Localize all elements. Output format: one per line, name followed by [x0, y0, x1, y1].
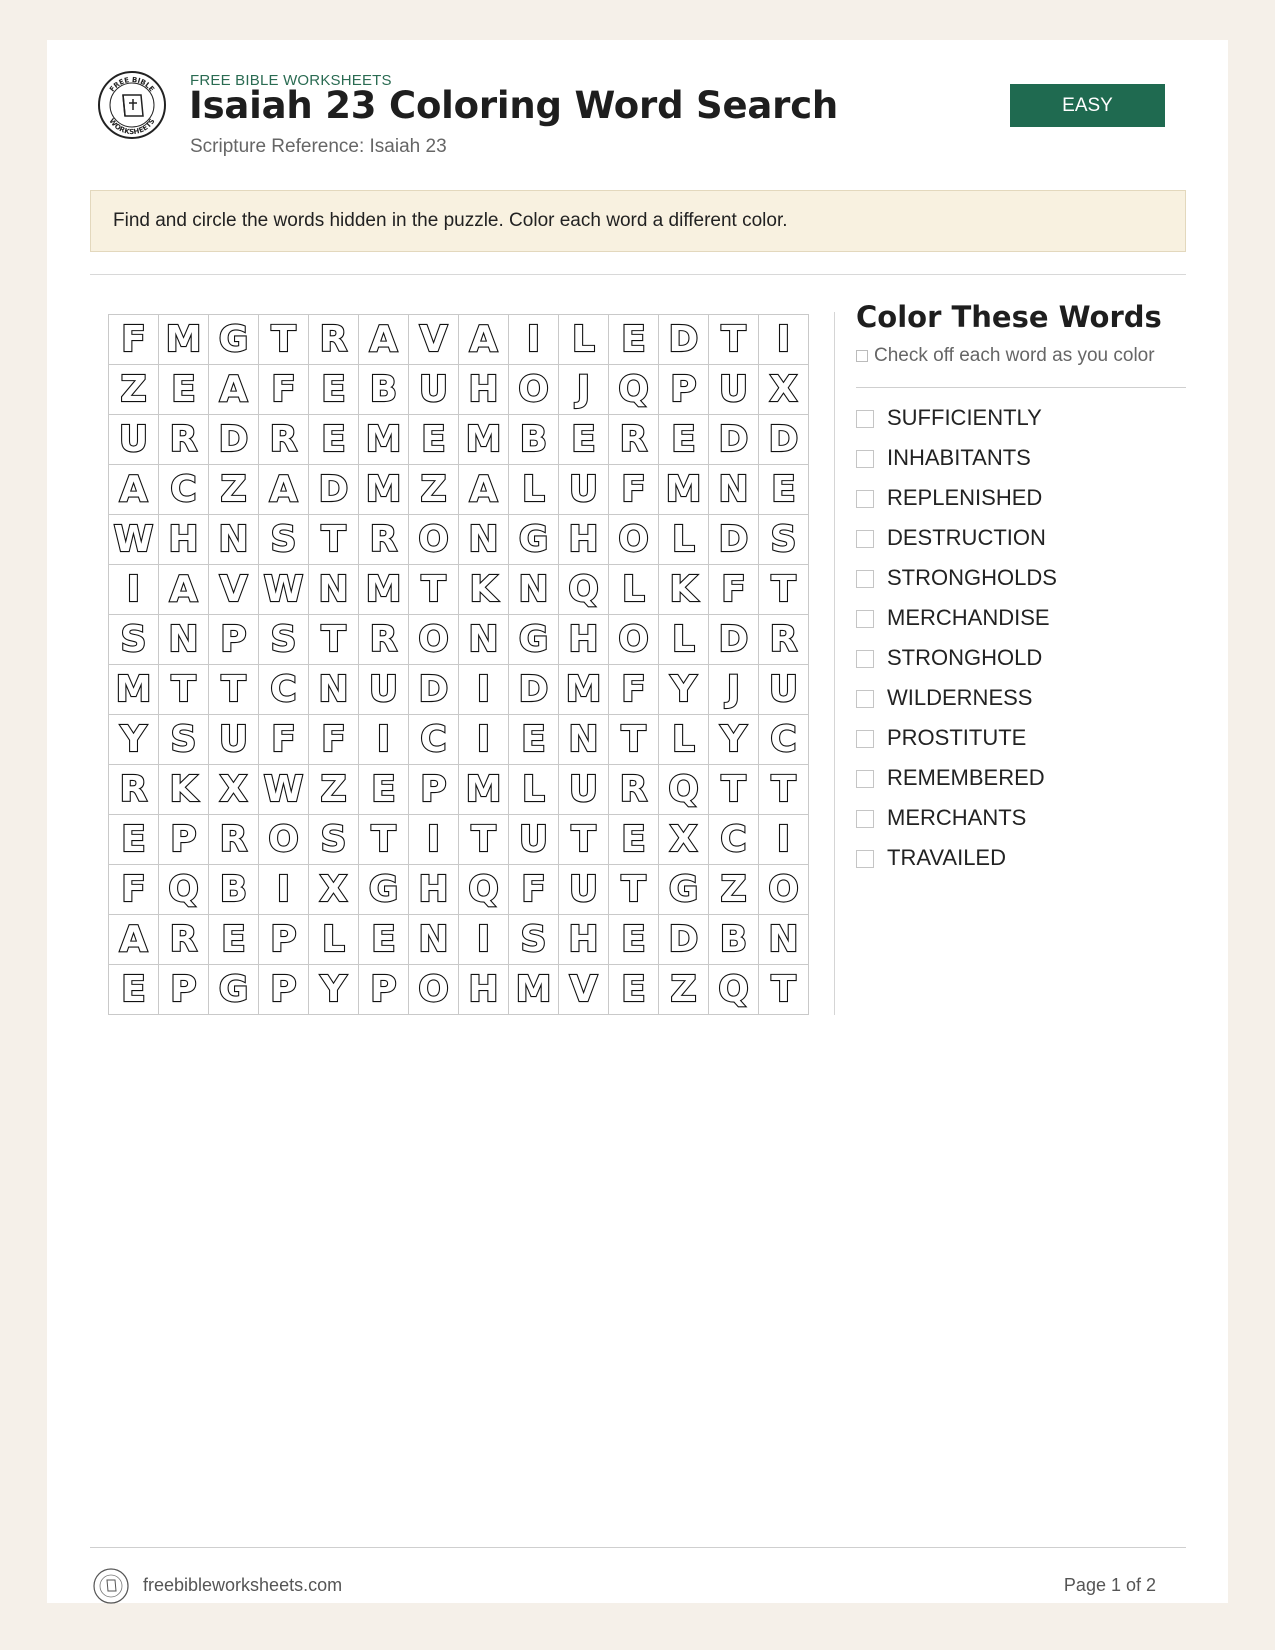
word-label: REPLENISHED	[887, 485, 1043, 510]
grid-cell[interactable]: T	[309, 515, 359, 565]
checkbox-icon[interactable]	[856, 530, 874, 548]
grid-cell[interactable]: Z	[309, 765, 359, 815]
grid-cell[interactable]: Y	[309, 965, 359, 1015]
grid-cell[interactable]: D	[509, 665, 559, 715]
grid-cell[interactable]: C	[759, 715, 809, 765]
grid-cell[interactable]: I	[509, 315, 559, 365]
grid-cell[interactable]: L	[509, 765, 559, 815]
logo-seal	[97, 70, 167, 140]
checkbox-icon[interactable]	[856, 650, 874, 668]
word-item[interactable]	[856, 398, 1057, 438]
grid-cell[interactable]: N	[309, 665, 359, 715]
grid-cell[interactable]: P	[409, 765, 459, 815]
grid-cell[interactable]: E	[609, 315, 659, 365]
grid-cell[interactable]: E	[609, 915, 659, 965]
grid-cell[interactable]: R	[209, 815, 259, 865]
grid-cell[interactable]: M	[159, 315, 209, 365]
grid-cell[interactable]: P	[259, 915, 309, 965]
grid-cell[interactable]: Q	[609, 365, 659, 415]
grid-cell[interactable]: T	[709, 315, 759, 365]
grid-cell[interactable]: H	[459, 365, 509, 415]
grid-cell[interactable]: Q	[159, 865, 209, 915]
grid-cell[interactable]: N	[709, 465, 759, 515]
grid-cell[interactable]: F	[709, 565, 759, 615]
grid-cell[interactable]: F	[109, 315, 159, 365]
difficulty-badge: EASY	[1010, 84, 1165, 127]
grid-cell[interactable]: R	[309, 315, 359, 365]
grid-cell[interactable]: R	[759, 615, 809, 665]
grid-cell[interactable]: O	[609, 515, 659, 565]
grid-cell[interactable]: I	[259, 865, 309, 915]
grid-cell[interactable]: Z	[409, 465, 459, 515]
grid-cell[interactable]: F	[309, 715, 359, 765]
word-label: REMEMBERED	[887, 765, 1045, 790]
grid-cell[interactable]: I	[459, 915, 509, 965]
grid-cell[interactable]: T	[759, 965, 809, 1015]
checkbox-icon	[856, 350, 868, 362]
grid-cell[interactable]: I	[759, 315, 809, 365]
grid-cell[interactable]: E	[609, 815, 659, 865]
grid-cell[interactable]: E	[159, 365, 209, 415]
grid-cell[interactable]: M	[359, 565, 409, 615]
grid-cell[interactable]: B	[709, 915, 759, 965]
grid-cell[interactable]: R	[359, 615, 409, 665]
grid-cell[interactable]: T	[409, 565, 459, 615]
grid-cell[interactable]: A	[459, 315, 509, 365]
grid-cell[interactable]: I	[409, 815, 459, 865]
grid-cell[interactable]: F	[609, 465, 659, 515]
grid-cell[interactable]: N	[559, 715, 609, 765]
grid-cell[interactable]: C	[159, 465, 209, 515]
grid-cell[interactable]: M	[109, 665, 159, 715]
grid-cell[interactable]: R	[609, 415, 659, 465]
grid-cell[interactable]: V	[559, 965, 609, 1015]
grid-cell[interactable]: F	[109, 865, 159, 915]
grid-cell[interactable]: H	[459, 965, 509, 1015]
grid-cell[interactable]: Q	[709, 965, 759, 1015]
checkbox-icon[interactable]	[856, 850, 874, 868]
grid-cell[interactable]: E	[309, 365, 359, 415]
grid-cell[interactable]: Q	[459, 865, 509, 915]
svg-text:FREE BIBLE: FREE BIBLE	[108, 75, 156, 94]
grid-cell[interactable]: K	[659, 565, 709, 615]
divider	[90, 274, 1186, 275]
grid-cell[interactable]: G	[209, 965, 259, 1015]
grid-cell[interactable]: T	[609, 865, 659, 915]
grid-cell[interactable]: L	[609, 565, 659, 615]
grid-cell[interactable]: A	[159, 565, 209, 615]
checkbox-icon[interactable]	[856, 610, 874, 628]
grid-cell[interactable]: N	[459, 615, 509, 665]
checkbox-icon[interactable]	[856, 770, 874, 788]
word-item[interactable]	[856, 598, 1057, 638]
grid-cell[interactable]: A	[459, 465, 509, 515]
grid-cell[interactable]: L	[309, 915, 359, 965]
grid-cell[interactable]: G	[509, 615, 559, 665]
svg-text:WORKSHEETS: WORKSHEETS	[107, 117, 157, 137]
grid-cell[interactable]: M	[559, 665, 609, 715]
grid-cell[interactable]: F	[259, 365, 309, 415]
site-kicker: FREE BIBLE WORKSHEETS	[190, 72, 392, 89]
page-title: Isaiah 23 Coloring Word Search	[189, 84, 839, 127]
worksheet-page	[47, 40, 1228, 1603]
grid-cell[interactable]: S	[159, 715, 209, 765]
grid-cell[interactable]: U	[409, 365, 459, 415]
word-item[interactable]	[856, 638, 1057, 678]
grid-cell[interactable]: E	[309, 415, 359, 465]
grid-cell[interactable]: C	[409, 715, 459, 765]
grid-cell[interactable]: W	[109, 515, 159, 565]
footer-divider	[90, 1547, 1186, 1548]
grid-cell[interactable]: M	[459, 765, 509, 815]
grid-cell[interactable]: P	[259, 965, 309, 1015]
grid-cell[interactable]: L	[659, 515, 709, 565]
grid-cell[interactable]: B	[509, 415, 559, 465]
grid-cell[interactable]: L	[659, 715, 709, 765]
grid-cell[interactable]: U	[759, 665, 809, 715]
grid-cell[interactable]: U	[709, 365, 759, 415]
grid-cell[interactable]: E	[409, 415, 459, 465]
word-list	[856, 398, 1057, 878]
word-label: INHABITANTS	[887, 445, 1031, 470]
grid-cell[interactable]: F	[509, 865, 559, 915]
word-label: WILDERNESS	[887, 685, 1033, 710]
instructions-box	[90, 190, 1186, 252]
grid-cell[interactable]: N	[309, 565, 359, 615]
footer-url: freebibleworksheets.com	[143, 1575, 343, 1595]
grid-cell[interactable]: E	[559, 415, 609, 465]
word-label: DESTRUCTION	[887, 525, 1046, 550]
checkbox-icon[interactable]	[856, 810, 874, 828]
grid-cell[interactable]: P	[359, 965, 409, 1015]
grid-cell[interactable]: G	[659, 865, 709, 915]
grid-cell[interactable]: Q	[559, 565, 609, 615]
grid-cell[interactable]: T	[209, 665, 259, 715]
grid-cell[interactable]: T	[559, 815, 609, 865]
grid-cell[interactable]: R	[609, 765, 659, 815]
grid-cell[interactable]: T	[459, 815, 509, 865]
grid-cell[interactable]: M	[459, 415, 509, 465]
checkbox-icon[interactable]	[856, 730, 874, 748]
grid-cell[interactable]: O	[409, 615, 459, 665]
grid-cell[interactable]: O	[509, 365, 559, 415]
grid-cell[interactable]: G	[359, 865, 409, 915]
word-label: PROSTITUTE	[887, 725, 1027, 750]
word-search-grid	[108, 314, 809, 1015]
grid-cell[interactable]: S	[759, 515, 809, 565]
grid-cell[interactable]: M	[359, 465, 409, 515]
grid-cell[interactable]: M	[659, 465, 709, 515]
grid-cell[interactable]: N	[759, 915, 809, 965]
word-label: MERCHANTS	[887, 805, 1027, 830]
grid-cell[interactable]: R	[159, 915, 209, 965]
grid-cell[interactable]: U	[359, 665, 409, 715]
grid-cell[interactable]: T	[759, 565, 809, 615]
grid-cell[interactable]: Y	[109, 715, 159, 765]
grid-cell[interactable]: R	[359, 515, 409, 565]
grid-cell[interactable]: O	[609, 615, 659, 665]
grid-cell[interactable]: S	[259, 615, 309, 665]
grid-cell[interactable]: X	[309, 865, 359, 915]
grid-cell[interactable]: T	[259, 315, 309, 365]
grid-cell[interactable]: A	[109, 915, 159, 965]
checkbox-icon[interactable]	[856, 450, 874, 468]
grid-cell[interactable]: R	[159, 415, 209, 465]
grid-cell[interactable]: O	[759, 865, 809, 915]
grid-cell[interactable]: W	[259, 565, 309, 615]
grid-cell[interactable]: H	[559, 515, 609, 565]
grid-cell[interactable]: W	[259, 765, 309, 815]
word-item[interactable]	[856, 718, 1057, 758]
word-label: STRONGHOLD	[887, 645, 1043, 670]
grid-cell[interactable]: S	[309, 815, 359, 865]
grid-cell[interactable]: D	[759, 415, 809, 465]
grid-cell[interactable]: T	[159, 665, 209, 715]
footer-logo-seal	[93, 1568, 129, 1604]
grid-cell[interactable]: L	[659, 615, 709, 665]
word-item[interactable]	[856, 438, 1057, 478]
grid-cell[interactable]: N	[409, 915, 459, 965]
vertical-divider	[834, 312, 835, 1015]
grid-cell[interactable]: T	[359, 815, 409, 865]
grid-cell[interactable]: U	[559, 465, 609, 515]
word-item[interactable]	[856, 838, 1057, 878]
grid-cell[interactable]: L	[559, 315, 609, 365]
grid-cell[interactable]: A	[109, 465, 159, 515]
grid-cell[interactable]: E	[359, 915, 409, 965]
checkbox-icon[interactable]	[856, 410, 874, 428]
grid-cell[interactable]: K	[159, 765, 209, 815]
grid-cell[interactable]: M	[509, 965, 559, 1015]
divider	[856, 387, 1186, 388]
word-label: TRAVAILED	[887, 845, 1006, 870]
page-number: Page 1 of 2	[1063, 1575, 1156, 1595]
grid-cell[interactable]: D	[709, 415, 759, 465]
grid-cell[interactable]: D	[209, 415, 259, 465]
grid-cell[interactable]: Z	[209, 465, 259, 515]
grid-cell[interactable]: R	[259, 415, 309, 465]
grid-cell[interactable]: U	[559, 865, 609, 915]
grid-cell[interactable]: I	[459, 665, 509, 715]
grid-cell[interactable]: P	[159, 815, 209, 865]
grid-cell[interactable]: U	[509, 815, 559, 865]
grid-cell[interactable]: R	[109, 765, 159, 815]
scripture-reference: Scripture Reference: Isaiah 23	[190, 136, 447, 157]
grid-cell[interactable]: D	[409, 665, 459, 715]
grid-cell[interactable]: Y	[709, 715, 759, 765]
grid-cell[interactable]: X	[759, 365, 809, 415]
checkbox-icon[interactable]	[856, 490, 874, 508]
grid-cell[interactable]: S	[259, 515, 309, 565]
grid-cell[interactable]: D	[309, 465, 359, 515]
grid-cell[interactable]: Z	[109, 365, 159, 415]
grid-cell[interactable]: A	[359, 315, 409, 365]
word-item[interactable]	[856, 558, 1057, 598]
word-list-subtitle	[856, 345, 1155, 367]
grid-cell[interactable]: E	[659, 415, 709, 465]
grid-cell[interactable]: U	[109, 415, 159, 465]
grid-cell[interactable]: N	[159, 615, 209, 665]
grid-cell[interactable]: D	[709, 615, 759, 665]
grid-cell[interactable]: P	[159, 965, 209, 1015]
grid-cell[interactable]: M	[359, 415, 409, 465]
grid-cell[interactable]: I	[759, 815, 809, 865]
grid-cell[interactable]: P	[659, 365, 709, 415]
word-label: SUFFICIENTLY	[887, 405, 1042, 430]
grid-cell[interactable]: P	[209, 615, 259, 665]
checkbox-icon[interactable]	[856, 690, 874, 708]
word-item[interactable]	[856, 798, 1057, 838]
grid-cell[interactable]: T	[609, 715, 659, 765]
bible-icon	[123, 95, 143, 116]
grid-cell[interactable]: N	[209, 515, 259, 565]
grid-cell[interactable]: V	[409, 315, 459, 365]
grid-cell[interactable]: H	[559, 615, 609, 665]
word-item[interactable]	[856, 478, 1057, 518]
grid-cell[interactable]: V	[209, 565, 259, 615]
grid-cell[interactable]: X	[659, 815, 709, 865]
checkbox-icon[interactable]	[856, 570, 874, 588]
grid-cell[interactable]: U	[209, 715, 259, 765]
grid-cell[interactable]: E	[109, 965, 159, 1015]
grid-cell[interactable]: B	[209, 865, 259, 915]
grid-cell[interactable]: H	[559, 915, 609, 965]
grid-cell[interactable]: E	[359, 765, 409, 815]
grid-cell[interactable]: F	[259, 715, 309, 765]
grid-cell[interactable]: I	[109, 565, 159, 615]
grid-cell[interactable]: C	[259, 665, 309, 715]
grid-cell[interactable]: D	[659, 915, 709, 965]
grid-cell[interactable]: O	[409, 965, 459, 1015]
grid-cell[interactable]: H	[159, 515, 209, 565]
grid-cell[interactable]: I	[459, 715, 509, 765]
word-list-title: Color These Words	[856, 300, 1162, 334]
grid-cell[interactable]: L	[509, 465, 559, 515]
grid-cell[interactable]: I	[359, 715, 409, 765]
grid-cell[interactable]: Y	[659, 665, 709, 715]
word-item[interactable]	[856, 758, 1057, 798]
grid-cell[interactable]: G	[509, 515, 559, 565]
grid-cell[interactable]: U	[559, 765, 609, 815]
grid-cell[interactable]: E	[759, 465, 809, 515]
grid-cell[interactable]: E	[109, 815, 159, 865]
grid-cell[interactable]: N	[459, 515, 509, 565]
instructions-text: Find and circle the words hidden in the puzzle. Color each word a different color.	[113, 210, 788, 231]
grid-cell[interactable]: F	[609, 665, 659, 715]
grid-cell[interactable]: T	[309, 615, 359, 665]
grid-cell[interactable]: D	[659, 315, 709, 365]
grid-cell[interactable]: J	[709, 665, 759, 715]
grid-cell[interactable]: E	[509, 715, 559, 765]
grid-cell[interactable]: A	[209, 365, 259, 415]
word-item[interactable]	[856, 518, 1057, 558]
grid-cell[interactable]: K	[459, 565, 509, 615]
grid-cell[interactable]: S	[109, 615, 159, 665]
grid-cell[interactable]: B	[359, 365, 409, 415]
grid-cell[interactable]: Z	[709, 865, 759, 915]
grid-cell[interactable]: T	[759, 765, 809, 815]
grid-cell[interactable]: A	[259, 465, 309, 515]
grid-cell[interactable]: C	[709, 815, 759, 865]
grid-cell[interactable]: Q	[659, 765, 709, 815]
word-label: STRONGHOLDS	[887, 565, 1057, 590]
grid-cell[interactable]: H	[409, 865, 459, 915]
grid-cell[interactable]: E	[609, 965, 659, 1015]
grid-cell[interactable]: Z	[659, 965, 709, 1015]
grid-cell[interactable]: E	[209, 915, 259, 965]
word-list-subtitle-text: Check off each word as you color	[874, 345, 1155, 366]
grid-cell[interactable]: D	[709, 515, 759, 565]
grid-cell[interactable]: O	[259, 815, 309, 865]
grid-cell[interactable]: N	[509, 565, 559, 615]
grid-cell[interactable]: G	[209, 315, 259, 365]
word-item[interactable]	[856, 678, 1057, 718]
grid-cell[interactable]: O	[409, 515, 459, 565]
word-label: MERCHANDISE	[887, 605, 1050, 630]
grid-cell[interactable]: T	[709, 765, 759, 815]
grid-cell[interactable]: S	[509, 915, 559, 965]
grid-cell[interactable]: X	[209, 765, 259, 815]
grid-cell[interactable]: J	[559, 365, 609, 415]
